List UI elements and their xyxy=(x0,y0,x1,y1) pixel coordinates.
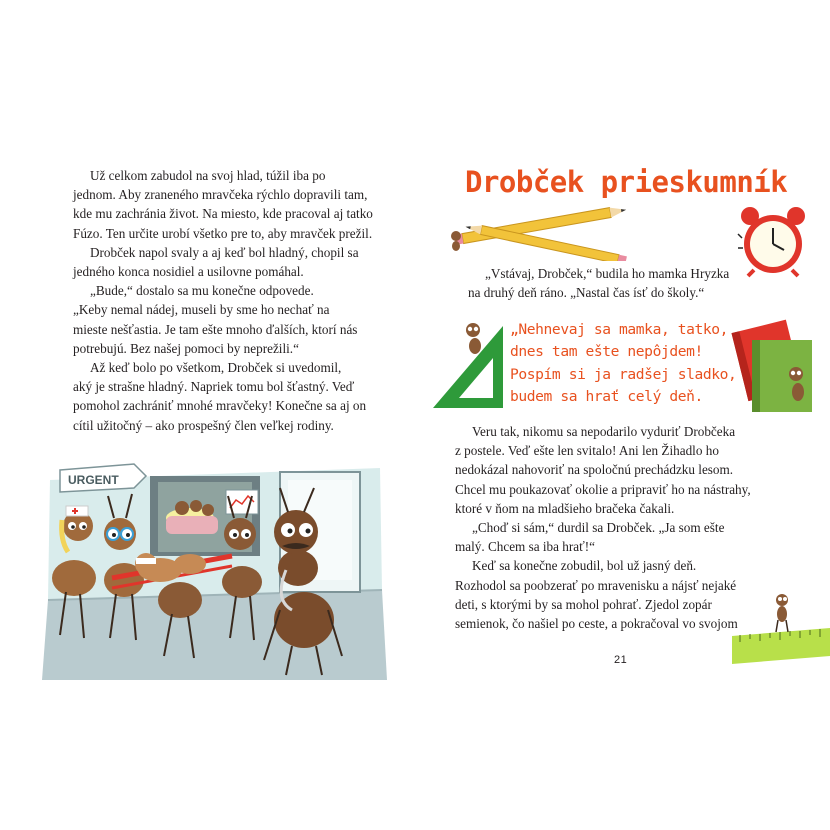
poem-line: Pospím si ja radšej sladko, xyxy=(510,365,737,383)
ruler-illustration xyxy=(728,592,830,672)
text-line: jedného konca nosidiel a usilovne pomáhal. xyxy=(73,264,304,280)
paragraph xyxy=(455,422,785,518)
text-line: mieste nešťastia. Je tam ešte mnoho ďalších, ktorí nás xyxy=(73,321,358,337)
paragraph xyxy=(73,281,373,358)
poem-line: dnes tam ešte nepôjdem! xyxy=(510,343,703,361)
pencils-illustration xyxy=(440,206,640,261)
text-line: deti, s ktorými by sa mohol pohrať. Zjedol zopár xyxy=(455,596,712,612)
text-line: Fúzo. Ten určite urobí všetko pre to, aby mravček prežil. xyxy=(73,225,373,241)
text-line: kde mu zachránia život. Na miesto, kde pracoval aj tatko xyxy=(73,206,373,222)
text-line: Chcel mu poukazovať okolie a pripraviť ho na nástrahy, xyxy=(455,481,751,497)
text-line: potrebujú. Bez našej pomoci by neprežili.“ xyxy=(73,340,299,356)
text-line: ktoré v ňom na mladšieho bračeka čakali. xyxy=(455,500,675,516)
paragraph xyxy=(73,243,373,281)
poem-line: „Nehnevaj sa mamka, tatko, xyxy=(510,321,729,338)
paragraph xyxy=(468,264,768,302)
text-line: jednom. Aby zraneného mravčeka rýchlo dopravili tam, xyxy=(73,187,368,203)
text-line: „Bude,“ dostalo sa mu konečne odpovede. xyxy=(90,283,314,299)
text-line: semienok, čo našiel po ceste, a pokračoval vo svojom xyxy=(455,616,738,632)
text-line: Veru tak, nikomu sa nepodarilo vyduriť Drobčeka xyxy=(472,424,736,439)
text-line: Keď sa konečne zobudil, bol už jasný deň. xyxy=(472,558,697,574)
left-text-block xyxy=(73,166,373,435)
text-line: „Choď si sám,“ durdil sa Drobček. „Ja som ešte xyxy=(472,520,725,536)
text-line: Drobček napol svaly a aj keď bol hladný, chopil sa xyxy=(90,244,359,260)
text-line: z postele. Veď ešte len svitalo! Ani len Žihadlo ho xyxy=(455,443,719,459)
text-line: cítil užitočný – ako prospešný člen veľkej rodiny. xyxy=(73,417,334,433)
text-line: aký je strašne hladný. Napriek tomu bol šťastný. Veď xyxy=(73,379,355,395)
books-illustration xyxy=(724,306,820,418)
text-line: pomohol zachrániť mnohé mravčeky! Konečne sa aj on xyxy=(73,398,367,414)
text-line: „Vstávaj, Drobček,“ budila ho mamka Hryzka xyxy=(485,266,730,281)
text-line: na druhý deň ráno. „Nastal čas ísť do školy.“ xyxy=(468,285,705,301)
text-line: Rozhodol sa poobzerať po mravenisku a nájsť nejaké xyxy=(455,577,737,593)
chapter-title: Drobček prieskumník xyxy=(465,165,788,199)
paragraph xyxy=(73,166,373,243)
hospital-illustration xyxy=(42,460,387,680)
page-number: 21 xyxy=(614,654,628,666)
text-line: Až keď bolo po všetkom, Drobček si uvedomil, xyxy=(90,360,342,376)
paragraph xyxy=(455,518,785,556)
urgent-sign-label: URGENT xyxy=(68,473,119,487)
text-line: malý. Chcem sa iba hrať!“ xyxy=(455,539,596,555)
text-line: Už celkom zabudol na svoj hlad, túžil iba po xyxy=(90,168,326,183)
poem xyxy=(510,319,736,408)
intro-paragraph xyxy=(468,264,768,302)
text-line: „Keby nemal nádej, museli by sme ho nechať na xyxy=(73,302,330,318)
text-line: nedokázal nahovoriť na spoločnú prechádzku lesom. xyxy=(455,462,734,478)
poem-line: budem sa hrať celý deň. xyxy=(510,387,703,405)
triangle-ruler-illustration xyxy=(425,318,515,418)
paragraph xyxy=(73,358,373,435)
